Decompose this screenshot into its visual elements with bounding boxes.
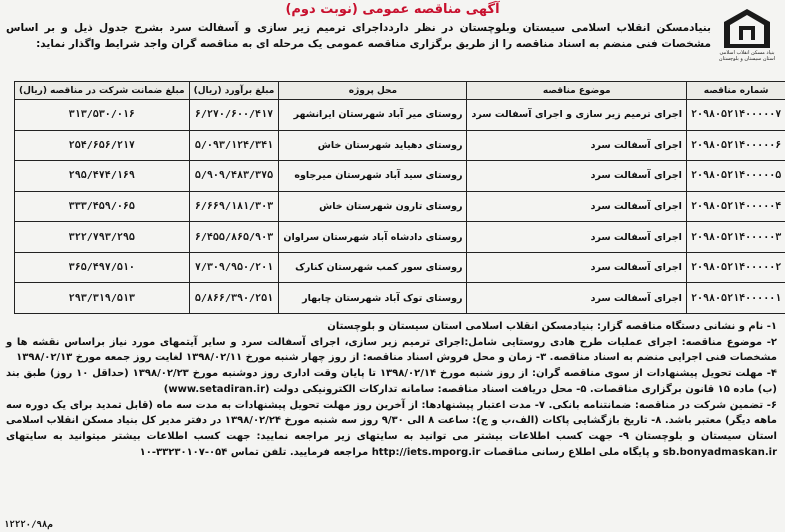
table-row	[15, 252, 785, 283]
location-cell: روستای سور کمب شهرستان کنارک	[279, 252, 467, 283]
table-row	[15, 100, 785, 131]
guarantee-cell: ۳۲۲/۷۹۳/۲۹۵	[15, 222, 190, 253]
tender-number-cell: ۲۰۹۸۰۵۲۱۴۰۰۰۰۰۴	[686, 191, 785, 222]
logo-caption: بنیاد مسکن انقلاب اسلامی استان سیستان و بلوچستان	[718, 50, 776, 62]
tender-number-cell: ۲۰۹۸۰۵۲۱۴۰۰۰۰۰۷	[686, 100, 785, 131]
notice-title: آگهی مناقصه عمومی (نوبت دوم)	[285, 2, 500, 17]
tender-number-cell: ۲۰۹۸۰۵۲۱۴۰۰۰۰۰۱	[686, 283, 785, 314]
guarantee-cell: ۳۳۳/۴۵۹/۰۶۵	[15, 191, 190, 222]
subject-cell: اجرای آسفالت سرد	[467, 161, 686, 192]
header-project-location: محل پروژه	[279, 82, 467, 100]
guarantee-cell: ۲۹۵/۴۷۴/۱۶۹	[15, 161, 190, 192]
estimate-cell: ۶/۶۶۹/۱۸۱/۳۰۳	[189, 191, 279, 222]
tender-number-cell: ۲۰۹۸۰۵۲۱۴۰۰۰۰۰۲	[686, 252, 785, 283]
tender-number-cell: ۲۰۹۸۰۵۲۱۴۰۰۰۰۰۶	[686, 130, 785, 161]
detail-item-organizer: ۱- نام و نشانی دستگاه مناقصه گزار: بنیادمسکن انقلاب اسلامی استان سیستان و بلوچستان	[327, 321, 777, 332]
location-cell: روستای دهیاید شهرستان خاش	[279, 130, 467, 161]
notice-reference-id: ۱۲۲۲۰/م۹۸	[4, 520, 53, 530]
guarantee-cell: ۲۵۴/۶۵۶/۲۱۷	[15, 130, 190, 161]
location-cell: روستای توک آباد شهرستان چابهار	[279, 283, 467, 314]
guarantee-cell: ۳۶۵/۴۹۷/۵۱۰	[15, 252, 190, 283]
location-cell: روستای دادشاه آباد شهرستان سراوان	[279, 222, 467, 253]
table-row	[15, 161, 785, 192]
table-row	[15, 283, 785, 314]
tender-table	[14, 81, 785, 314]
tender-number-cell: ۲۰۹۸۰۵۲۱۴۰۰۰۰۰۳	[686, 222, 785, 253]
detail-item-guarantee-and-opening: ۶- تضمین شرکت در مناقصه: ضمانتنامه بانکی. ۷- مدت اعتبار پیشنهادها: از آخرین روز مهلت تحویل پیشنهادات به مدت سه ماه (قابل تمدید برای یک دوره سه ماهه دیگر) معتبر باشد. ۸- تاریخ بازگشایی پاکات (الف،ب و ج): ساعت ۸ الی ۹/۳۰ روز سه شنبه مورخ ۱۳۹۸/۰۲/۲۴ در دفتر مدیر کل بنیاد مسکن انقلاب اسلامی استان سیستان و بلوچستان ۹- جهت کسب اطلاعات بیشتر می توانید به سایتهای زیر مراجعه نمایید: جهت کسب اطلاعات بیشتر میتوانید به سایتهای sb.bonyadmaskan.ir و پایگاه ملی اطلاع رسانی مناقصات http://iets.mporg.ir مراجعه فرمایید. تلفن تماس ۰۵۴-۳۳۲۳۰۱۰۷-۱۰	[6, 399, 777, 458]
header-subject: موضوع مناقصه	[467, 82, 686, 100]
organization-logo	[717, 8, 777, 70]
intro-paragraph: بنیادمسکن انقلاب اسلامی سیستان وبلوچستان در نظر داردداجرای ترمیم زیر سازی و آسفالت سرد بشرح جدول ذیل و بر اساس مشخصات فنی منضم به اسناد مناقصه را از طریق برگزاری مناقصه عمومی یک مرحله ای به مناقصه گران واجد شرایط واگذار نماید:	[6, 22, 711, 50]
detail-item-subject-and-sale: ۲- موضوع مناقصه: اجرای عملیات طرح هادی روستایی شامل:اجرای ترمیم زیر سازی، اجرای آسفالت سرد و سایر آیتمهای مورد نیاز براساس نقشه ها و مشخصات فنی اجرایی منضم به اسناد مناقصه. ۳- زمان و محل فروش اسناد مناقصه: از روز چهار شنبه مورخ ۱۳۹۸/۰۲/۱۱ لغایت روز جمعه مورخ ۱۳۹۸/۰۲/۱۳	[6, 336, 777, 364]
subject-cell: اجرای آسفالت سرد	[467, 130, 686, 161]
estimate-cell: ۷/۳۰۹/۹۵۰/۲۰۱	[189, 252, 279, 283]
header-tender-number: شماره مناقصه	[686, 82, 785, 100]
housing-foundation-logo-icon	[722, 8, 772, 50]
guarantee-cell: ۳۱۳/۵۳۰/۰۱۶	[15, 100, 190, 131]
estimate-cell: ۵/۰۹۳/۱۲۴/۳۴۱	[189, 130, 279, 161]
subject-cell: اجرای آسفالت سرد	[467, 252, 686, 283]
table-row	[15, 130, 785, 161]
subject-cell: اجرای آسفالت سرد	[467, 222, 686, 253]
location-cell: روستای سید آباد شهرستان میرجاوه	[279, 161, 467, 192]
table-row	[15, 191, 785, 222]
tender-number-cell: ۲۰۹۸۰۵۲۱۴۰۰۰۰۰۵	[686, 161, 785, 192]
notice-details	[6, 319, 777, 460]
subject-cell: اجرای ترمیم زیر سازی و اجرای آسفالت سرد	[467, 100, 686, 131]
header-estimate-amount: مبلغ برآورد (ریال)	[189, 82, 279, 100]
header-guarantee-amount: مبلغ ضمانت شرکت در مناقصه (ریال)	[15, 82, 190, 100]
subject-cell: اجرای آسفالت سرد	[467, 191, 686, 222]
detail-item-submission-deadline: ۴- مهلت تحویل پیشنهادات از سوی مناقصه گران: از روز شنبه مورخ ۱۳۹۸/۰۲/۱۴ تا پایان وقت اداری روز دوشنبه مورخ ۱۳۹۸/۰۲/۲۳ (حداقل ۱۰ روز) طبق بند (ب) ماده ۱۵ قانون برگزاری مناقصات. ۵- محل دریافت اسناد مناقصه: سامانه تدارکات الکترونیکی دولت (www.setadiran.ir)	[6, 368, 777, 395]
location-cell: روستای تارون شهرستان خاش	[279, 191, 467, 222]
estimate-cell: ۵/۹۰۹/۴۸۳/۳۷۵	[189, 161, 279, 192]
estimate-cell: ۶/۲۷۰/۶۰۰/۴۱۷	[189, 100, 279, 131]
subject-cell: اجرای آسفالت سرد	[467, 283, 686, 314]
location-cell: روستای میر آباد شهرستان ایرانشهر	[279, 100, 467, 131]
table-header-row	[15, 82, 785, 100]
estimate-cell: ۶/۴۵۵/۸۶۵/۹۰۳	[189, 222, 279, 253]
estimate-cell: ۵/۸۶۶/۳۹۰/۲۵۱	[189, 283, 279, 314]
guarantee-cell: ۲۹۳/۳۱۹/۵۱۳	[15, 283, 190, 314]
table-row	[15, 222, 785, 253]
